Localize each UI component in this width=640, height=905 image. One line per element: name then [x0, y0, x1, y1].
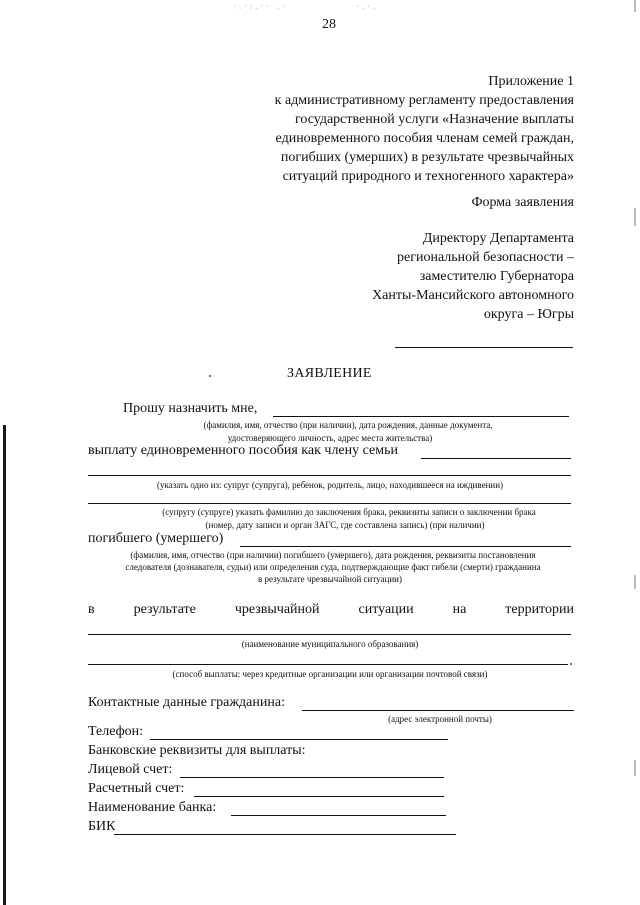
hint-deceased: в результате чрезвычайной ситуации) [258, 574, 402, 584]
spouse-line[interactable] [88, 503, 571, 504]
deceased-label: погибшего (умершего) [88, 531, 224, 546]
addressee-line: округа – Югры [483, 307, 574, 322]
bank-details-label: Банковские реквизиты для выплаты: [88, 743, 306, 758]
territory-word: на [452, 602, 467, 617]
applicant-name-line[interactable] [395, 347, 573, 348]
hint-email: (адрес электронной почты) [388, 714, 492, 724]
payment-method-line[interactable] [88, 664, 568, 665]
bank-name-label: Наименование банка: [88, 800, 217, 815]
hint-spouse: (супругу (супруге) указать фамилию до заключения брака, реквизиты записи о заключении брака [162, 507, 536, 517]
scan-edge-mark [634, 0, 636, 12]
personal-account-line[interactable] [180, 777, 444, 778]
hint-deceased: следователя (дознавателя, судьи) или определения суда, подтверждающие факт гибели (смерти) гражданина [125, 562, 541, 572]
phone-label: Телефон: [88, 724, 144, 739]
municipality-line[interactable] [88, 634, 571, 635]
appendix-line: ситуаций природного и техногенного характера» [282, 169, 574, 184]
document-title: ЗАЯВЛЕНИЕ [287, 366, 372, 381]
addressee-line: заместителю Губернатора [419, 269, 574, 284]
bank-name-line[interactable] [231, 815, 446, 816]
scan-edge-mark [634, 760, 636, 776]
personal-account-label: Лицевой счет: [88, 762, 173, 777]
scan-binding-edge [3, 425, 6, 905]
phone-line[interactable] [150, 739, 448, 740]
territory-word: территории [505, 602, 574, 617]
appendix-line: государственной услуги «Назначение выплаты [294, 112, 574, 127]
hint-relation: (указать одно из: супруг (супруга), ребенок, родитель, лицо, находившееся на иждивении) [156, 480, 504, 490]
applicant-info-line[interactable] [273, 416, 569, 417]
page-number: 28 [322, 17, 336, 32]
territory-sentence [88, 602, 574, 618]
settlement-account-label: Расчетный счет: [88, 781, 185, 796]
bik-label: БИК [88, 819, 116, 834]
addressee-line: Ханты-Мансийского автономного [372, 288, 574, 303]
hint-payment-method: (способ выплаты: через кредитные организации или организации почтовой связи) [172, 669, 488, 679]
addressee-line: региональной безопасности – [397, 250, 574, 265]
scan-edge-mark [634, 208, 636, 226]
hint-applicant: (фамилия, имя, отчество (при наличии), дата рождения, данные документа, [203, 420, 493, 430]
appendix-line: единовременного пособия членам семей граждан, [275, 131, 574, 146]
territory-word: в [88, 602, 95, 617]
relation-line[interactable] [88, 475, 571, 476]
hint-applicant: удостоверяющего личность, адрес места жительства) [227, 433, 433, 443]
territory-word: ситуации [358, 602, 414, 617]
email-line[interactable] [302, 710, 574, 711]
appendix-line: погибших (умерших) в результате чрезвычайных [280, 150, 574, 165]
addressee-line: Директору Департамента [422, 231, 574, 246]
scan-dot [209, 375, 211, 377]
deceased-info-line[interactable] [240, 546, 571, 547]
appendix-header [275, 72, 574, 186]
appendix-line: к административному регламенту предоставления [274, 93, 574, 108]
appendix-line: Приложение 1 [488, 74, 574, 89]
settlement-account-line[interactable] [194, 796, 444, 797]
period-mark [570, 663, 572, 665]
addressee-block [372, 229, 574, 324]
contacts-label: Контактные данные гражданина: [88, 695, 285, 710]
territory-word: чрезвычайной [234, 602, 320, 617]
payment-line-label: выплату единовременного пособия как члену семьи [88, 443, 398, 458]
hint-spouse: (номер, дату записи и орган ЗАГС, где составлена запись) (при наличии) [205, 520, 485, 530]
hint-municipality: (наименование муниципального образования) [241, 639, 419, 649]
bik-line[interactable] [114, 834, 456, 835]
scan-edge-mark [634, 575, 636, 589]
hint-deceased: (фамилия, имя, отчество (при наличии) погибшего (умершего), дата рождения, реквизиты постановления [130, 550, 536, 560]
relation-inline-line[interactable] [421, 458, 571, 459]
scan-artifact: ·.·. [355, 2, 377, 12]
request-prefix: Прошу назначить мне, [123, 401, 258, 416]
form-label: Форма заявления [471, 195, 574, 210]
scan-artifact: ·.·:.·· .· [232, 2, 287, 12]
territory-word: результате [133, 602, 196, 617]
